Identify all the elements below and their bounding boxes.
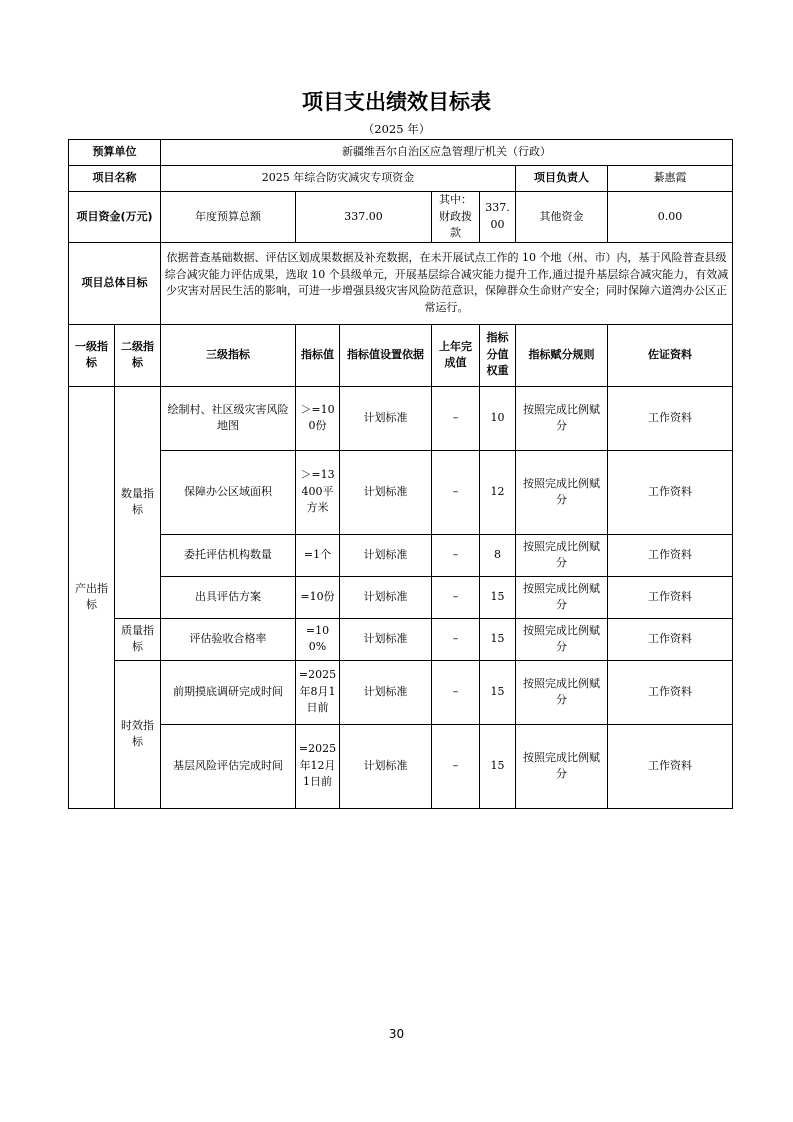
- project-name-row: [69, 166, 733, 192]
- indicator-name: 评估验收合格率: [161, 618, 296, 660]
- table-row: [69, 724, 733, 808]
- indicator-last-year: –: [432, 386, 480, 450]
- col-value-header: 指标值: [296, 324, 340, 386]
- indicator-weight: 8: [480, 534, 516, 576]
- annual-total-value: 337.00: [296, 192, 432, 243]
- indicator-evidence: 工作资料: [608, 450, 733, 534]
- output-indicator-group: 产出指标: [69, 386, 115, 808]
- document-year: （2025 年）: [362, 122, 431, 136]
- indicator-evidence: 工作资料: [608, 724, 733, 808]
- indicator-value: =1个: [296, 534, 340, 576]
- indicator-name: 委托评估机构数量: [161, 534, 296, 576]
- indicator-evidence: 工作资料: [608, 660, 733, 724]
- col-evidence-header: 佐证资料: [608, 324, 733, 386]
- indicator-value: =2025年12月1日前: [296, 724, 340, 808]
- indicator-weight: 15: [480, 660, 516, 724]
- fiscal-label: 其中：财政拨款: [432, 192, 480, 243]
- overall-goal-label: 项目总体目标: [69, 242, 161, 324]
- budget-unit-row: [69, 140, 733, 166]
- indicator-rule: 按照完成比例赋分: [516, 724, 608, 808]
- col-last-year-header: 上年完成值: [432, 324, 480, 386]
- quantity-indicator-group: 数量指标: [115, 386, 161, 618]
- col-level3-header: 三级指标: [161, 324, 296, 386]
- annual-total-label: 年度预算总额: [161, 192, 296, 243]
- indicator-basis: 计划标准: [340, 534, 432, 576]
- table-row: [69, 618, 733, 660]
- col-rule-header: 指标赋分规则: [516, 324, 608, 386]
- budget-unit-value: 新疆维吾尔自治区应急管理厅机关（行政）: [161, 140, 733, 166]
- indicator-value: =10份: [296, 576, 340, 618]
- indicator-basis: 计划标准: [340, 618, 432, 660]
- table-row: [69, 386, 733, 450]
- fiscal-value: 337.00: [480, 192, 516, 243]
- indicator-basis: 计划标准: [340, 386, 432, 450]
- indicator-weight: 15: [480, 576, 516, 618]
- indicator-last-year: –: [432, 534, 480, 576]
- budget-unit-label: 预算单位: [69, 140, 161, 166]
- table-row: [69, 534, 733, 576]
- indicator-evidence: 工作资料: [608, 618, 733, 660]
- indicator-weight: 15: [480, 724, 516, 808]
- page-number: 30: [388, 1027, 405, 1041]
- indicator-name: 前期摸底调研完成时间: [161, 660, 296, 724]
- overall-goal-row: [69, 242, 733, 324]
- indicator-last-year: –: [432, 660, 480, 724]
- indicator-last-year: –: [432, 618, 480, 660]
- quality-indicator-group: 质量指标: [115, 618, 161, 660]
- document-title: 项目支出绩效目标表: [302, 90, 491, 114]
- indicator-evidence: 工作资料: [608, 534, 733, 576]
- funds-label: 项目资金(万元): [69, 192, 161, 243]
- indicator-value: =2025年8月1日前: [296, 660, 340, 724]
- indicator-rule: 按照完成比例赋分: [516, 618, 608, 660]
- indicator-evidence: 工作资料: [608, 576, 733, 618]
- indicator-name: 绘制村、社区级灾害风险地图: [161, 386, 296, 450]
- indicator-basis: 计划标准: [340, 576, 432, 618]
- funds-row: [69, 192, 733, 243]
- performance-target-table: [68, 139, 733, 809]
- indicator-basis: 计划标准: [340, 724, 432, 808]
- indicator-evidence: 工作资料: [608, 386, 733, 450]
- indicator-name: 保障办公区域面积: [161, 450, 296, 534]
- other-funds-value: 0.00: [608, 192, 733, 243]
- table-row: [69, 660, 733, 724]
- project-name-value: 2025 年综合防灾减灾专项资金: [161, 166, 516, 192]
- indicator-name: 出具评估方案: [161, 576, 296, 618]
- col-level2-header: 二级指标: [115, 324, 161, 386]
- col-basis-header: 指标值设置依据: [340, 324, 432, 386]
- indicator-rule: 按照完成比例赋分: [516, 576, 608, 618]
- table-row: [69, 576, 733, 618]
- indicator-weight: 15: [480, 618, 516, 660]
- indicator-last-year: –: [432, 576, 480, 618]
- indicator-rule: 按照完成比例赋分: [516, 534, 608, 576]
- other-funds-label: 其他资金: [516, 192, 608, 243]
- column-header-row: [69, 324, 733, 386]
- indicator-weight: 10: [480, 386, 516, 450]
- table-row: [69, 450, 733, 534]
- overall-goal-text: 依据普查基础数据、评估区划成果数据及补充数据，在未开展试点工作的 10 个地（州、市）内，基于风险普查县级综合减灾能力评估成果，选取 10 个县级单元，开展基层综合减灾能力提升工作,通过提升基层综合减灾能力，有效减少灾害对居民生活的影响，可进一步增强县级灾害风险防范意识，保障群众生命财产安全；同时保障六道湾办公区正常运行。: [161, 242, 733, 324]
- indicator-last-year: –: [432, 450, 480, 534]
- col-weight-header: 指标分值权重: [480, 324, 516, 386]
- indicator-name: 基层风险评估完成时间: [161, 724, 296, 808]
- timeliness-indicator-group: 时效指标: [115, 660, 161, 808]
- indicator-rule: 按照完成比例赋分: [516, 660, 608, 724]
- indicator-value: ＞=100份: [296, 386, 340, 450]
- owner-label: 项目负责人: [516, 166, 608, 192]
- indicator-basis: 计划标准: [340, 660, 432, 724]
- project-name-label: 项目名称: [69, 166, 161, 192]
- indicator-last-year: –: [432, 724, 480, 808]
- indicator-rule: 按照完成比例赋分: [516, 450, 608, 534]
- col-level1-header: 一级指标: [69, 324, 115, 386]
- owner-value: 綦惠霞: [608, 166, 733, 192]
- indicator-basis: 计划标准: [340, 450, 432, 534]
- indicator-value: ＞=13400平方米: [296, 450, 340, 534]
- indicator-weight: 12: [480, 450, 516, 534]
- indicator-rule: 按照完成比例赋分: [516, 386, 608, 450]
- indicator-value: =100%: [296, 618, 340, 660]
